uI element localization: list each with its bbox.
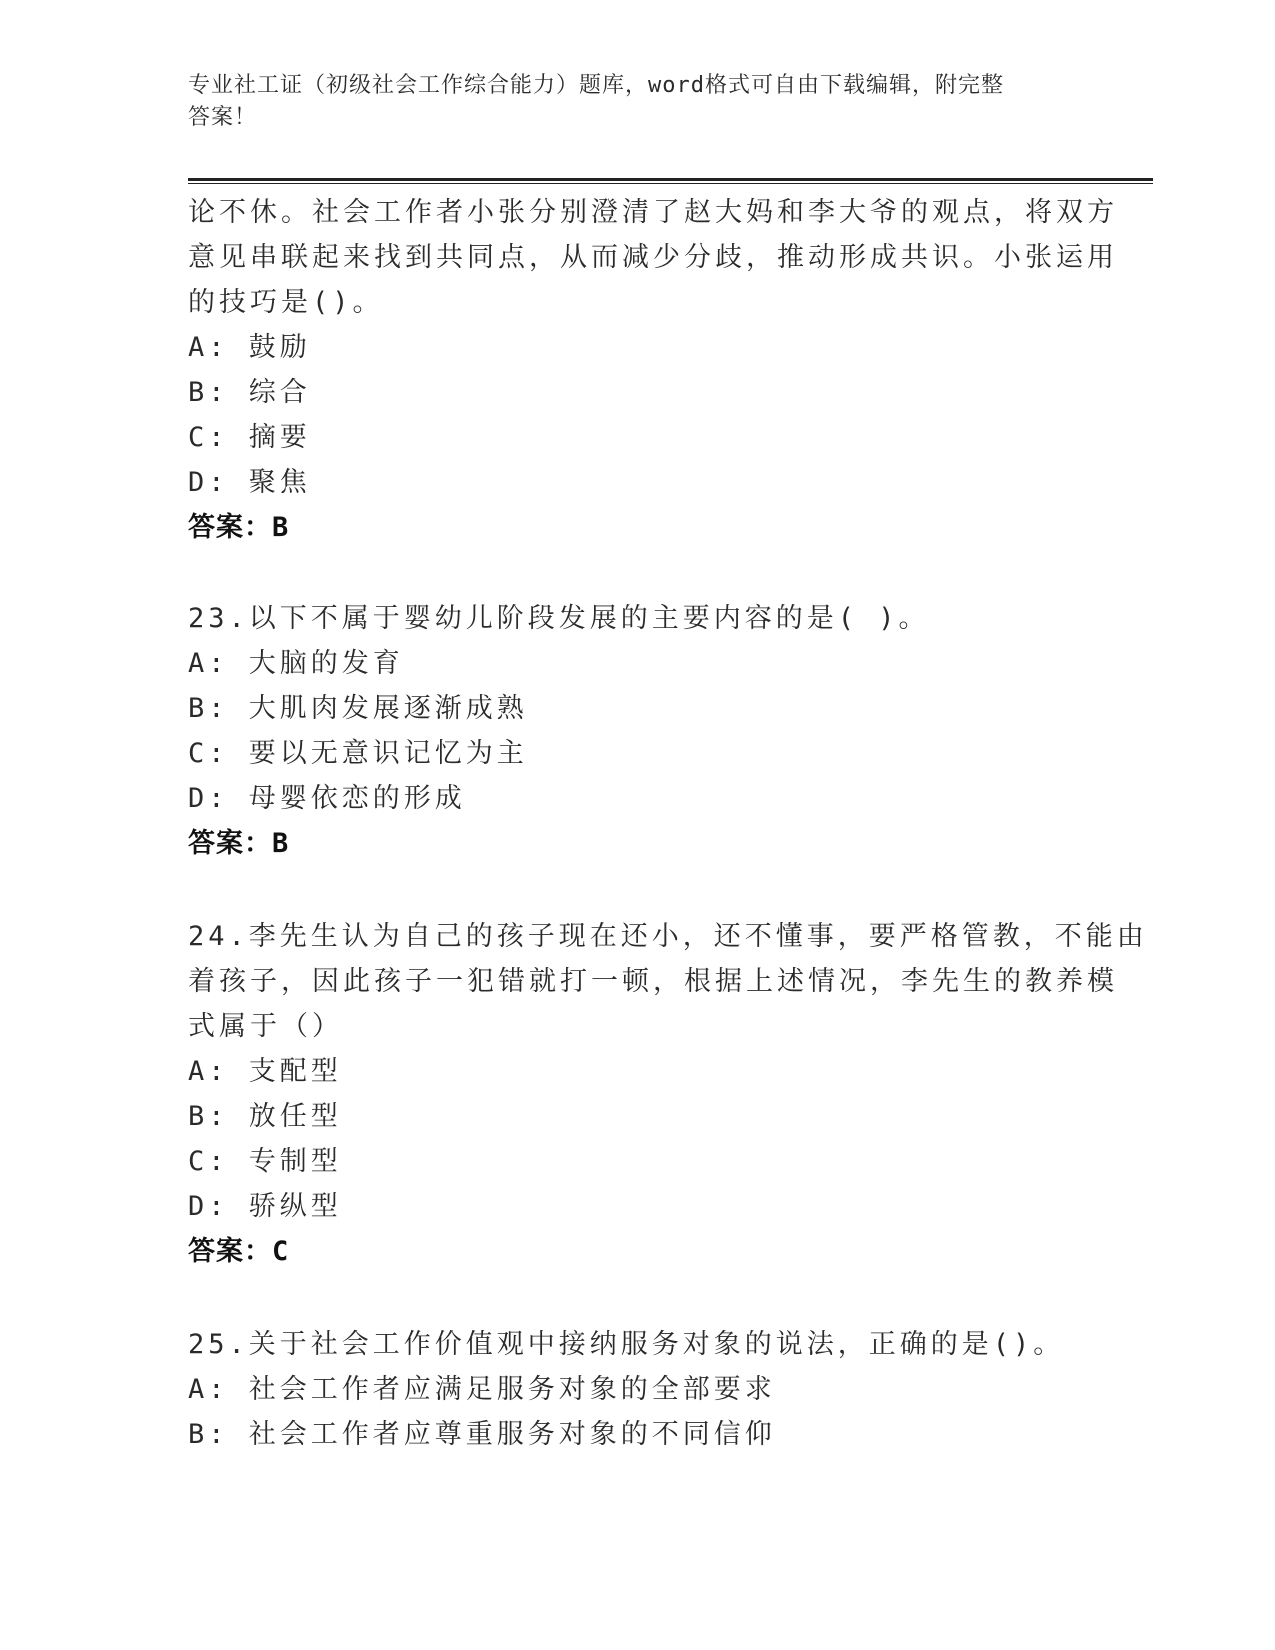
question-22 <box>188 190 1128 550</box>
option-b: B: 放任型 <box>188 1101 342 1132</box>
header-rule-thin <box>188 183 1153 184</box>
option-b: B: 综合 <box>188 377 311 408</box>
question-stem-line: 23.以下不属于婴幼儿阶段发展的主要内容的是( )。 <box>188 603 930 634</box>
option-b: B: 社会工作者应尊重服务对象的不同信仰 <box>188 1419 776 1450</box>
option-d: D: 骄纵型 <box>188 1191 342 1222</box>
header-rule-thick <box>188 178 1153 181</box>
answer-line: 答案：B <box>188 512 290 543</box>
question-stem-line: 25.关于社会工作价值观中接纳服务对象的说法，正确的是()。 <box>188 1329 1065 1360</box>
option-b: B: 大肌肉发展逐渐成熟 <box>188 693 528 724</box>
option-c: C: 要以无意识记忆为主 <box>188 738 528 769</box>
option-d: D: 母婴依恋的形成 <box>188 783 466 814</box>
answer-line: 答案：C <box>188 1236 290 1267</box>
question-stem-line: 的技巧是()。 <box>188 287 384 318</box>
answer-line: 答案：B <box>188 828 290 859</box>
option-d: D: 聚焦 <box>188 467 311 498</box>
option-a: A: 社会工作者应满足服务对象的全部要求 <box>188 1374 776 1405</box>
option-a: A: 支配型 <box>188 1056 342 1087</box>
question-stem-line: 论不休。社会工作者小张分别澄清了赵大妈和李大爷的观点，将双方 <box>188 197 1118 228</box>
question-stem-line: 意见串联起来找到共同点，从而减少分歧，推动形成共识。小张运用 <box>188 242 1118 273</box>
question-stem-line: 着孩子，因此孩子一犯错就打一顿，根据上述情况，李先生的教养模 <box>188 966 1118 997</box>
question-23 <box>188 596 1128 866</box>
question-25 <box>188 1322 1128 1457</box>
header-line-1: 专业社工证（初级社会工作综合能力）题库，word格式可自由下载编辑，附完整 <box>188 73 1004 98</box>
option-c: C: 摘要 <box>188 422 311 453</box>
question-list <box>188 190 1148 1457</box>
option-c: C: 专制型 <box>188 1146 342 1177</box>
header-line-2: 答案！ <box>188 105 258 130</box>
question-stem-line: 24.李先生认为自己的孩子现在还小，还不懂事，要严格管教，不能由 <box>188 921 1148 952</box>
question-stem-line: 式属于（） <box>188 1011 343 1042</box>
option-a: A: 鼓励 <box>188 332 311 363</box>
option-a: A: 大脑的发育 <box>188 648 404 679</box>
document-header <box>188 70 1068 134</box>
question-24 <box>188 914 1148 1274</box>
